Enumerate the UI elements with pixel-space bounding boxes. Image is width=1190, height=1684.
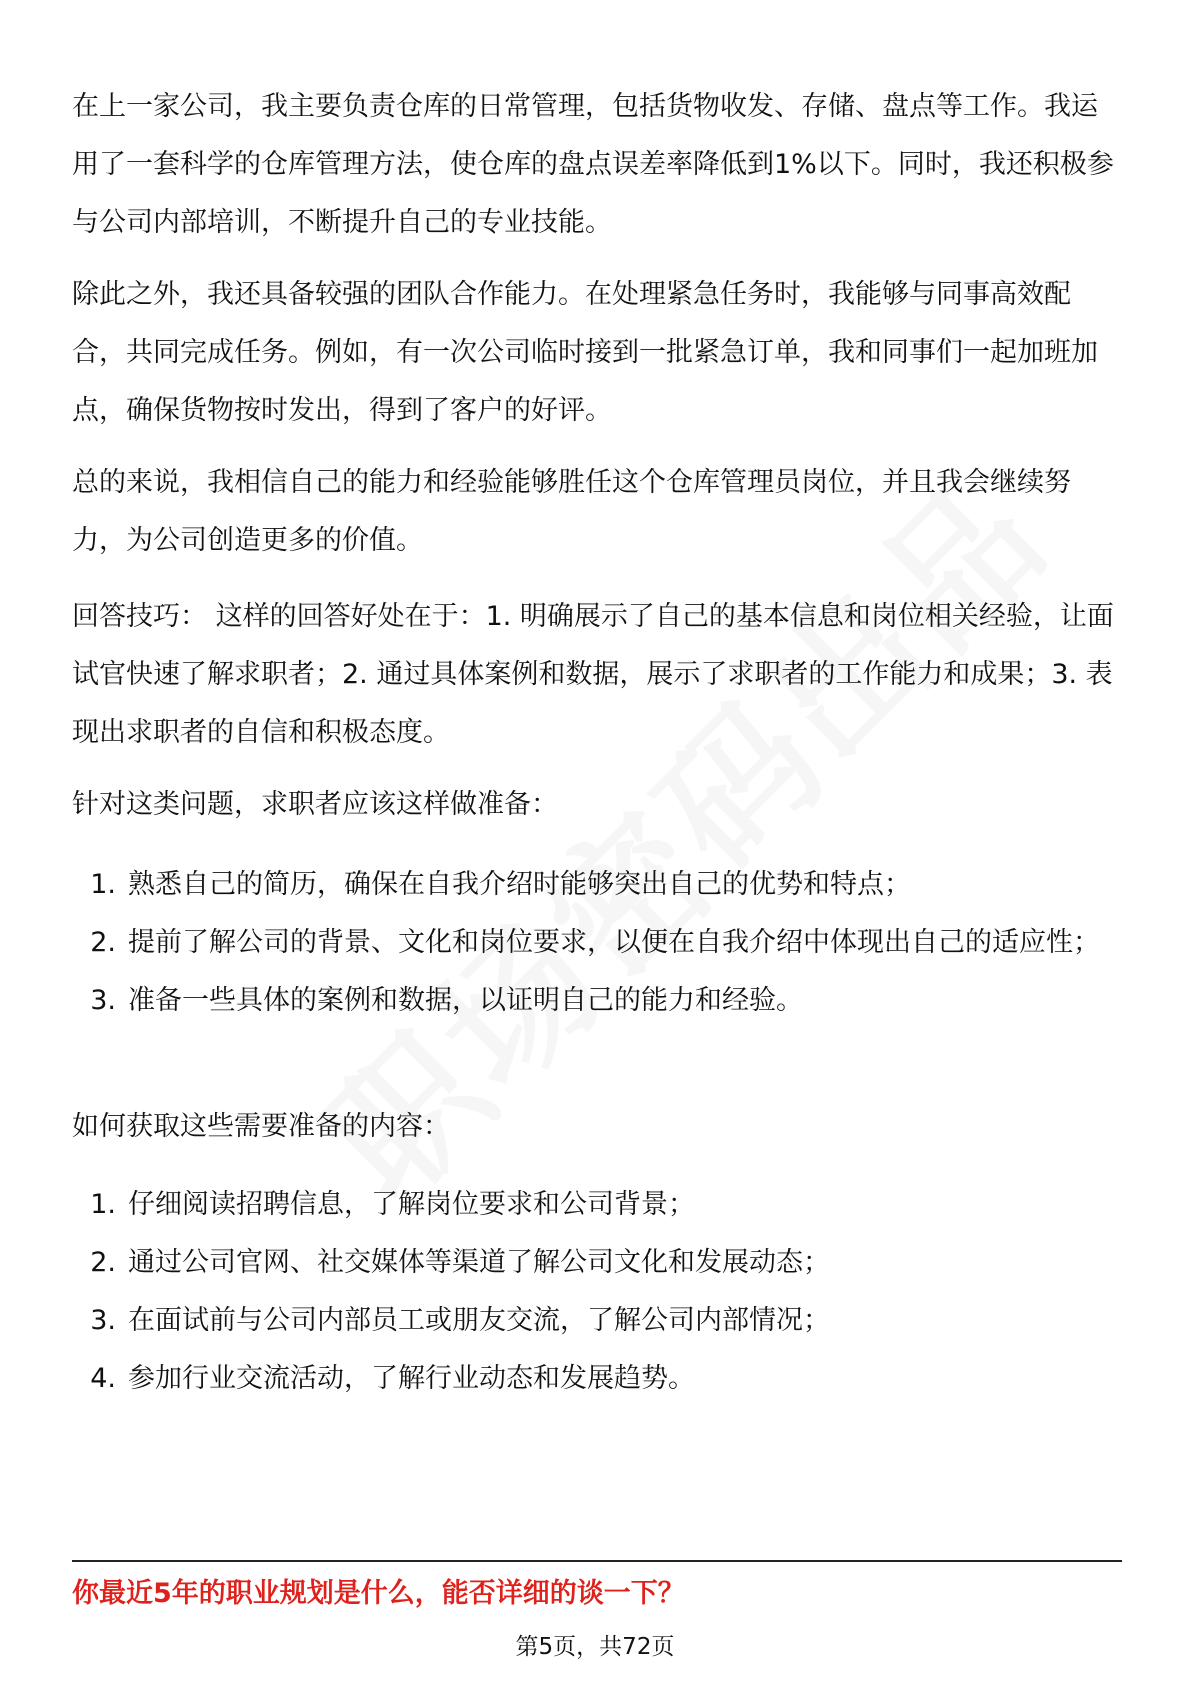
list-item	[72, 1292, 1122, 1350]
list-number: 1.	[90, 1189, 116, 1220]
list-text: 通过公司官网、社交媒体等渠道了解公司文化和发展动态；	[128, 1247, 830, 1278]
paragraph-text: 回答技巧： 这样的回答好处在于：1. 明确展示了自己的基本信息和岗位相关经验，让面试官快速了解求职者；2. 通过具体案例和数据，展示了求职者的工作能力和成果；3. 表现出求职者的自信和积极态度。	[72, 601, 1114, 748]
paragraph-2	[72, 266, 1122, 440]
obtain-list	[72, 1176, 1122, 1408]
list-item	[72, 1350, 1122, 1408]
list-number: 1.	[90, 869, 116, 900]
paragraph-text: 在上一家公司，我主要负责仓库的日常管理，包括货物收发、存储、盘点等工作。我运用了一套科学的仓库管理方法，使仓库的盘点误差率降低到1%以下。同时，我还积极参与公司内部培训，不断提升自己的专业技能。	[72, 91, 1114, 238]
list-number: 2.	[90, 1247, 116, 1278]
next-question-heading: 你最近5年的职业规划是什么，能否详细的谈一下？	[72, 1578, 685, 1609]
obtain-heading	[72, 1098, 1122, 1156]
list-text: 准备一些具体的案例和数据，以证明自己的能力和经验。	[128, 985, 803, 1016]
list-number: 3.	[90, 985, 116, 1016]
list-item	[72, 914, 1122, 972]
prep-list	[72, 856, 1122, 1030]
section-divider	[72, 1560, 1122, 1562]
list-item	[72, 1176, 1122, 1234]
list-item	[72, 1234, 1122, 1292]
prep-heading	[72, 776, 1122, 834]
list-number: 3.	[90, 1305, 116, 1336]
heading-text: 如何获取这些需要准备的内容：	[72, 1111, 450, 1142]
list-item	[72, 972, 1122, 1030]
paragraph-text: 总的来说，我相信自己的能力和经验能够胜任这个仓库管理员岗位，并且我会继续努力，为公司创造更多的价值。	[72, 467, 1071, 556]
list-text: 仔细阅读招聘信息，了解岗位要求和公司背景；	[128, 1189, 695, 1220]
list-number: 4.	[90, 1363, 116, 1394]
page-footer: 第5页，共72页	[515, 1634, 675, 1660]
heading-text: 针对这类问题，求职者应该这样做准备：	[72, 789, 558, 820]
list-text: 提前了解公司的背景、文化和岗位要求，以便在自我介绍中体现出自己的适应性；	[128, 927, 1100, 958]
paragraph-text: 除此之外，我还具备较强的团队合作能力。在处理紧急任务时，我能够与同事高效配合，共同完成任务。例如，有一次公司临时接到一批紧急订单，我和同事们一起加班加点，确保货物按时发出，得到了客户的好评。	[72, 279, 1098, 426]
answer-tips	[72, 588, 1122, 762]
list-text: 熟悉自己的简历，确保在自我介绍时能够突出自己的优势和特点；	[128, 869, 911, 900]
list-text: 参加行业交流活动，了解行业动态和发展趋势。	[128, 1363, 695, 1394]
list-text: 在面试前与公司内部员工或朋友交流，了解公司内部情况；	[128, 1305, 830, 1336]
list-item	[72, 856, 1122, 914]
paragraph-1	[72, 78, 1122, 252]
paragraph-3	[72, 454, 1122, 570]
list-number: 2.	[90, 927, 116, 958]
